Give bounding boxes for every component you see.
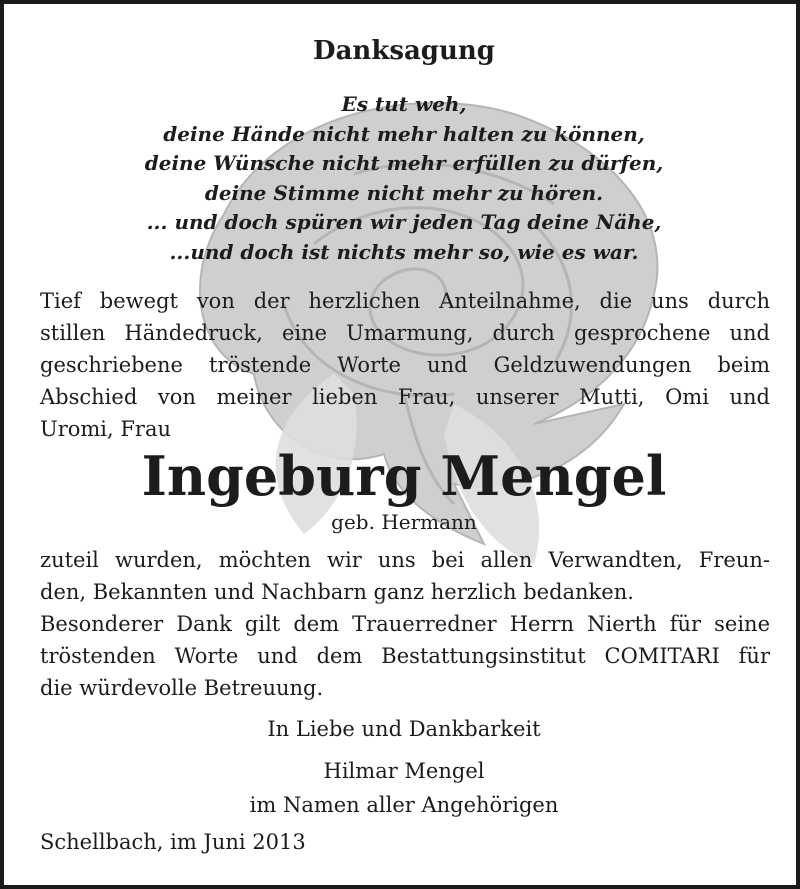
intro-paragraph <box>40 285 770 445</box>
text-line: geschriebene tröstende Worte und Geldzuwendungen beim <box>40 353 770 377</box>
birth-name: geb. Hermann <box>331 510 477 534</box>
poem-line: deine Stimme nicht mehr zu hören. <box>204 180 604 205</box>
poem-line: ... und doch spüren wir jeden Tag deine Nähe, <box>146 210 662 234</box>
text-line: zuteil wurden, möchten wir uns bei allen Verwandten, Freun- <box>40 548 770 572</box>
deceased-name: Ingeburg Mengel <box>141 444 667 508</box>
signature-block <box>4 754 800 822</box>
text-line: Abschied von meiner lieben Frau, unserer Mutti, Omi und <box>40 385 770 409</box>
poem <box>4 90 800 267</box>
text-line: Besonderer Dank gilt dem Trauerredner Herrn Nierth für seine <box>40 612 770 636</box>
text-line: tröstenden Worte und dem Bestattungsinstitut COMITARI für <box>40 644 770 668</box>
thanks-paragraph <box>40 544 770 704</box>
text-line: Uromi, Frau <box>40 417 172 441</box>
poem-line: Es tut weh, <box>341 92 467 116</box>
text-line: die würdevolle Betreuung. <box>40 676 324 700</box>
poem-line: deine Hände nicht mehr halten zu können, <box>163 121 645 146</box>
text-line: stillen Händedruck, eine Umarmung, durch gesprochene und <box>40 321 770 345</box>
signer-name: Hilmar Mengel <box>323 759 485 783</box>
poem-line: ...und doch ist nichts mehr so, wie es war. <box>169 239 639 264</box>
text-line: den, Bekannten und Nachbarn ganz herzlich bedanken. <box>40 580 634 604</box>
text-line: Tief bewegt von der herzlichen Anteilnahme, die uns durch <box>40 289 770 313</box>
place-date: Schellbach, im Juni 2013 <box>40 830 306 854</box>
greeting-text: In Liebe und Dankbarkeit <box>267 717 541 741</box>
notice-heading: Danksagung <box>313 36 495 66</box>
closing-greeting <box>4 712 800 746</box>
on-behalf-text: im Namen aller Angehörigen <box>249 793 559 817</box>
poem-line: deine Wünsche nicht mehr erfüllen zu dürfen, <box>144 151 664 175</box>
